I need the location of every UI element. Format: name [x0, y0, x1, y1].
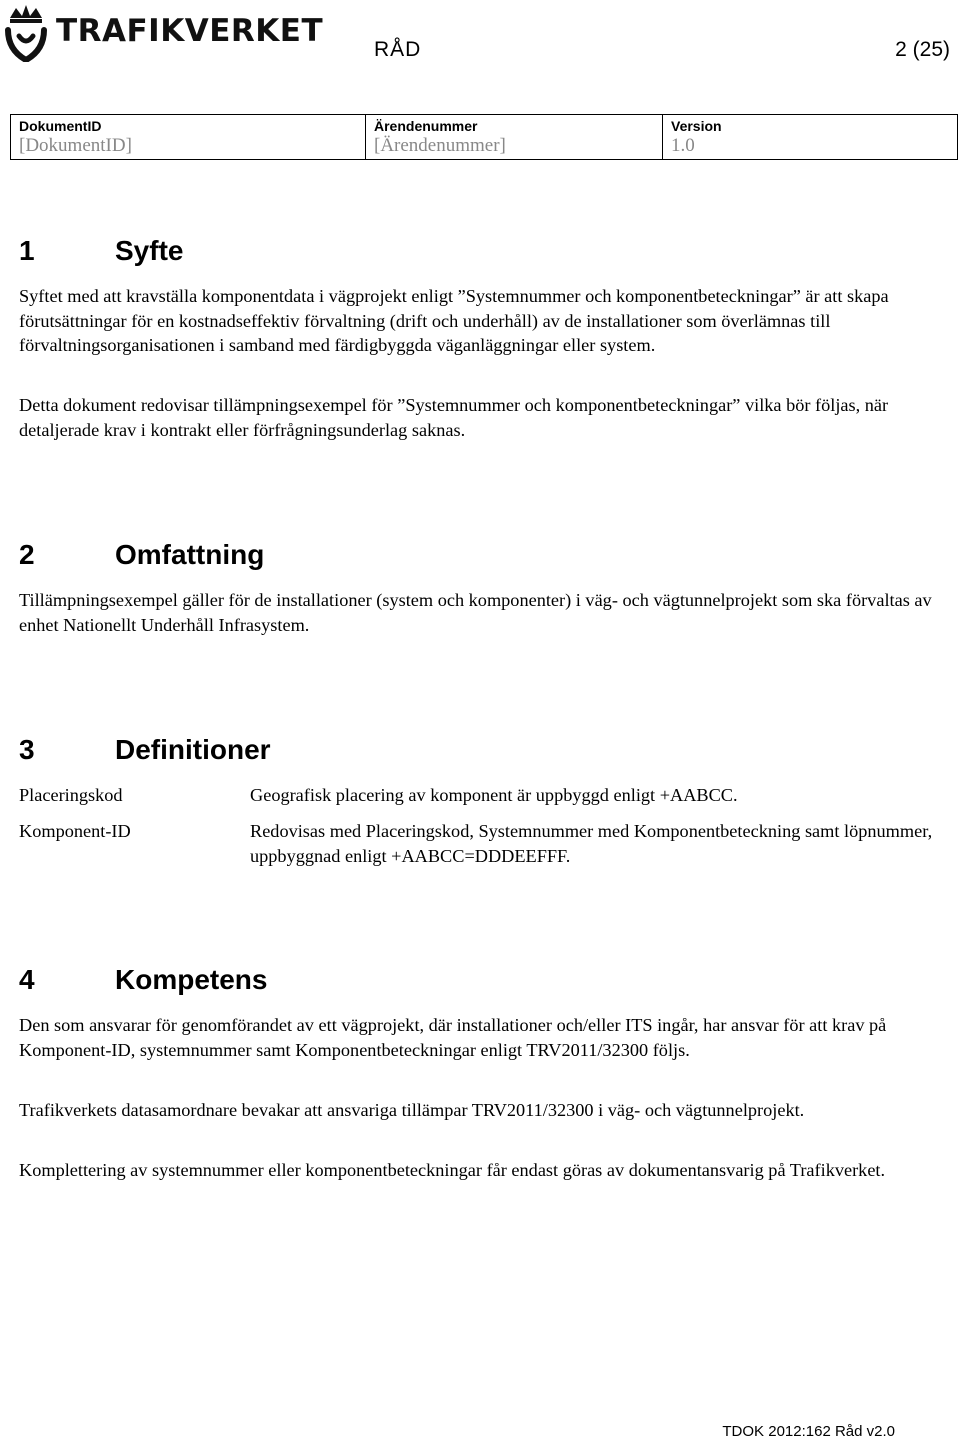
meta-cell-version [662, 115, 957, 159]
meta-label: Ärendenummer [374, 118, 478, 134]
paragraph: Den som ansvarar för genomförandet av ett vägprojekt, där installationer och/eller ITS ingår, har ansvar för att krav på Komponent-ID, systemnummer samt Komponentbeteckningar enligt TRV2011/32300 följs. [19, 1015, 887, 1060]
meta-label: DokumentID [19, 118, 102, 134]
section-heading [19, 539, 264, 571]
meta-value: 1.0 [671, 135, 695, 156]
crown-icon [4, 2, 48, 62]
logo-wordmark: TRAFIKVERKET [56, 13, 324, 49]
section-heading [19, 235, 183, 267]
meta-value: [DokumentID] [19, 135, 132, 156]
section-heading [19, 964, 267, 996]
section-number: 1 [19, 235, 35, 266]
trafikverket-logo [4, 2, 324, 62]
meta-value: [Ärendenummer] [374, 135, 506, 156]
definition-term: Komponent-ID [19, 821, 131, 841]
template-reference: TDOK 2012:162 Råd v2.0 [722, 1423, 895, 1440]
definition-term: Placeringskod [19, 785, 123, 805]
document-metadata-table [10, 114, 958, 160]
paragraph: Syftet med att kravställa komponentdata i vägprojekt enligt ”Systemnummer och komponentbeteckningar” är att skapa förutsättningar för en kostnadseffektiv förvaltning (drift och underhåll) av de installationer som överlämnas till förvaltningsorganisationen i samband med färdigbyggda väganläggningar eller system. [19, 286, 889, 356]
paragraph: Trafikverkets datasamordnare bevakar att ansvariga tillämpar TRV2011/32300 i väg- och vägtunnelprojekt. [19, 1100, 805, 1120]
section-number: 3 [19, 734, 35, 765]
paragraph: Tillämpningsexempel gäller för de installationer (system och komponenter) i väg- och vägtunnelprojekt som ska förvaltas av enhet Nationellt Underhåll Infrasystem. [19, 590, 932, 635]
definition-description: Redovisas med Placeringskod, Systemnummer med Komponentbeteckning samt löpnummer, uppbyggnad enligt +AABCC=DDDEEFFF. [250, 821, 933, 866]
section-title: Omfattning [115, 539, 265, 570]
meta-label: Version [671, 118, 722, 134]
section-title: Kompetens [115, 964, 268, 995]
meta-cell-dokumentid [11, 115, 365, 159]
section-title: Syfte [115, 235, 184, 266]
page-number: 2 (25) [895, 38, 950, 61]
definition-description: Geografisk placering av komponent är uppbyggd enligt +AABCC. [250, 785, 738, 805]
paragraph: Detta dokument redovisar tillämpningsexempel för ”Systemnummer och komponentbeteckningar” vilka bör följas, när detaljerade krav i kontrakt eller förfrågningsunderlag saknas. [19, 395, 889, 440]
section-number: 4 [19, 964, 35, 995]
section-title: Definitioner [115, 734, 271, 765]
meta-cell-arendenummer [365, 115, 662, 159]
paragraph: Komplettering av systemnummer eller komponentbeteckningar får endast göras av dokumentansvarig på Trafikverket. [19, 1160, 886, 1180]
section-heading [19, 734, 271, 766]
document-type: RÅD [374, 38, 422, 61]
section-number: 2 [19, 539, 35, 570]
